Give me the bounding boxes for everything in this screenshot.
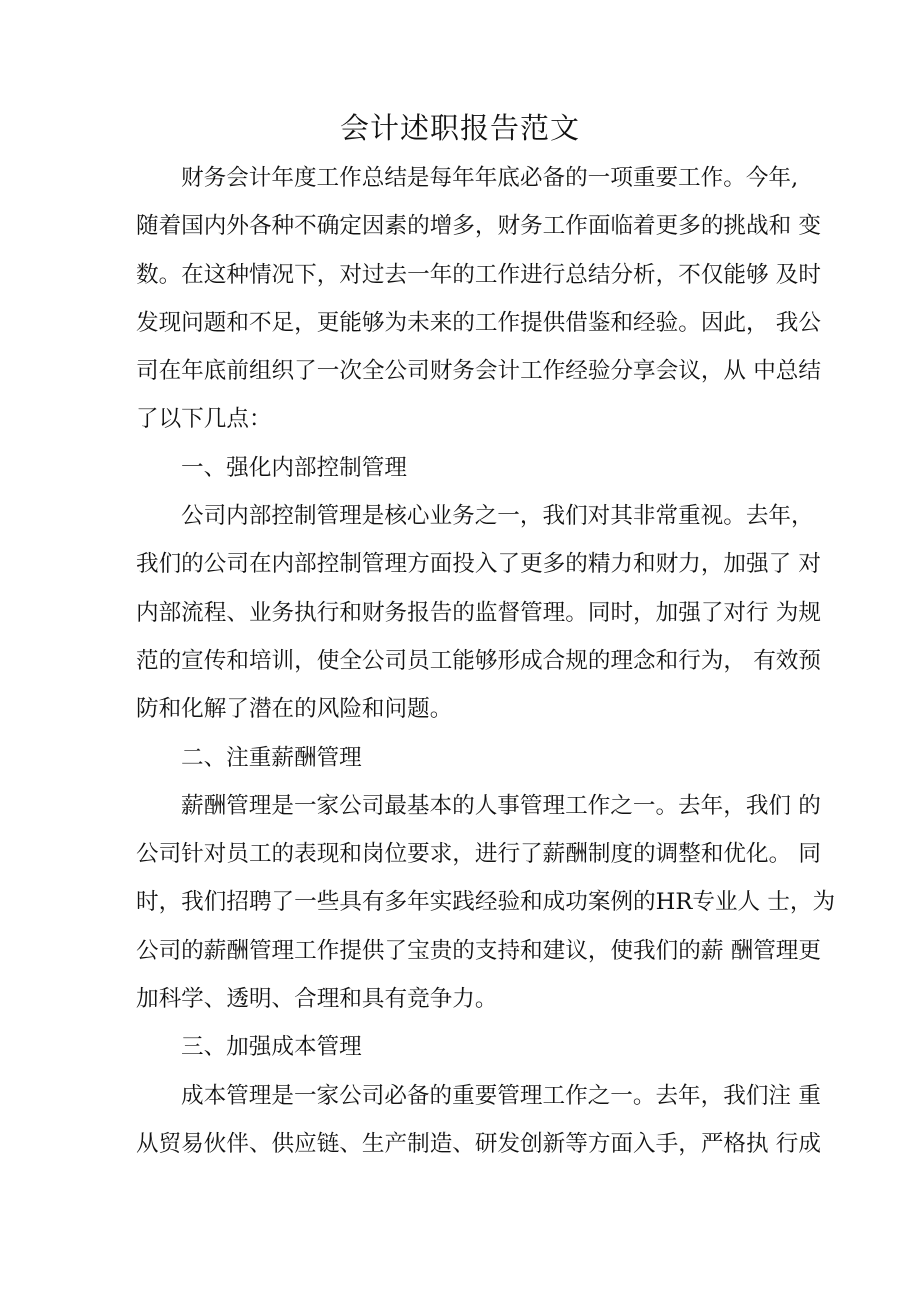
paragraph-line: 随着国内外各种不确定因素的增多，财务工作面临着更多的挑战和 变 (136, 213, 821, 240)
section-heading: 一、强化内部控制管理 (181, 454, 407, 481)
paragraph-line: 我们的公司在内部控制管理方面投入了更多的精力和财力，加强了 对 (136, 551, 821, 578)
document-title: 会计述职报告范文 (339, 111, 580, 145)
paragraph-line: 数。在这种情况下，对过去一年的工作进行总结分析，不仅能够 及时 (136, 261, 821, 288)
paragraph-line: 公司的薪酬管理工作提供了宝贵的支持和建议，使我们的薪 酬管理更 (136, 937, 821, 964)
paragraph-line: 加科学、透明、合理和具有竞争力。 (136, 986, 498, 1013)
paragraph-line: 财务会计年度工作总结是每年年底必备的一项重要工作。今年, (181, 165, 799, 191)
paragraph-line: 成本管理是一家公司必备的重要管理工作之一。去年，我们注 重 (181, 1082, 821, 1109)
paragraph-line: 内部流程、业务执行和财务报告的监督管理。同时，加强了对行 为规 (136, 599, 821, 626)
paragraph-line: 公司针对员工的表现和岗位要求，进行了薪酬制度的调整和优化。 同 (136, 841, 821, 868)
paragraph-line: 范的宣传和培训，使全公司员工能够形成合规的理念和行为， 有效预 (136, 647, 821, 674)
document-body (136, 154, 836, 1168)
paragraph-line: 时，我们招聘了一些具有多年实践经验和成功案例的HR专业人 士，为 (136, 889, 836, 916)
paragraph-line: 发现问题和不足，更能够为未来的工作提供借鉴和经验。因此， 我公 (136, 309, 821, 336)
paragraph-line: 公司内部控制管理是核心业务之一，我们对其非常重视。去年， (181, 503, 814, 530)
paragraph-line: 薪酬管理是一家公司最基本的人事管理工作之一。去年，我们 的 (181, 792, 821, 819)
paragraph-line: 从贸易伙伴、供应链、生产制造、研发创新等方面入手，严格执 行成 (136, 1130, 821, 1157)
paragraph-line: 了以下几点： (136, 406, 272, 433)
section-heading: 三、加强成本管理 (181, 1034, 362, 1061)
paragraph-line: 防和化解了潜在的风险和问题。 (136, 696, 453, 723)
section-heading: 二、注重薪酬管理 (181, 744, 362, 771)
paragraph-line: 司在年底前组织了一次全公司财务会计工作经验分享会议，从 中总结 (136, 358, 821, 385)
